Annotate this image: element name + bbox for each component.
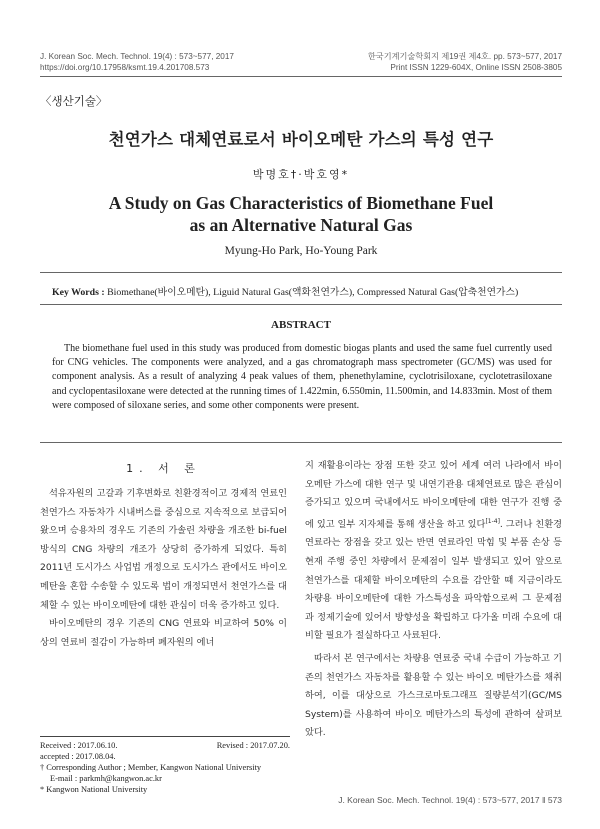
abstract-bottom-divider xyxy=(40,442,562,443)
keywords-bottom-divider xyxy=(40,304,562,305)
intro-paragraph-3-part2: . 그러나 친환경 연료라는 장점을 갖고 있는 반면 연료라인 막힘 및 부품 손상 등 현재 주행 중인 차량에서 문제점이 일부 발생되고 있어 앞으로 천연가스를 대체할 바이오메탄의 수요를 감안할 때 지금이라도 차량용 바이오메탄에 대한 가스특성을 파악함으로써 그 문제점과 정제기술에 있어서 방향성을 확립하고 다가올 미래 수요에 대비할 필요가 절실하다고 사료된다. xyxy=(305,518,562,642)
section-tag: 〈생산기술〉 xyxy=(40,94,108,108)
keywords-text: Biomethane(바이오메탄), Liguid Natural Gas(액화천연가스), Compressed Natural Gas(압축천연가스) xyxy=(107,287,519,298)
affiliation: * Kangwon National University xyxy=(40,785,148,794)
section-heading-introduction: 1. 서 론 xyxy=(126,462,201,475)
keywords-label: Key Words : xyxy=(52,287,105,298)
authors-english: Myung-Ho Park, Ho-Young Park xyxy=(224,245,378,257)
issn-line: Print ISSN 1229-604X, Online ISSN 2508-3805 xyxy=(390,63,562,72)
header-divider xyxy=(40,76,562,77)
column-right xyxy=(305,457,562,743)
accepted-date: accepted : 2017.08.04. xyxy=(40,752,116,761)
journal-citation: J. Korean Soc. Mech. Technol. 19(4) : 573~577, 2017 xyxy=(40,52,234,61)
keywords-top-divider xyxy=(40,272,562,273)
authors-korean: 박명호†·박호영* xyxy=(252,168,350,181)
received-date: Received : 2017.06.10. xyxy=(40,741,118,750)
abstract-body: The biomethane fuel used in this study was produced from domestic biogas plants and used the same fuel currently used for CNG vehicles. The components were analyzed, and a gas chromatograph mass spectrometer (GC/MS) was used for component analysis. As a result of analyzing 4 peak values of them, phenethylamine, cyclotrisiloxane, cyclotetrasiloxane and cyclopentasiloxane were detected at the running times of 1.422min, 6.550min, 11.500min, and 14.833min. Most of them were composed of siloxane series, and some other components were present. xyxy=(52,343,552,411)
intro-paragraph-1: 석유자원의 고갈과 기후변화로 친환경적이고 경제적 연료인 천연가스 자동차가 시내버스를 중심으로 지속적으로 보급되어 왔으며 승용차의 경우도 기존의 가솔린 차량을 개조한 bi-fuel 방식의 CNG 차량의 개조가 상당히 증가하게 되었다. 특히 2011년 도시가스 사업법 개정으로 도시가스 관에서도 바이오 메탄을 혼합 수송할 수 있도록 법이 개정되면서 천연가스를 대체할 수 있는 바이오메탄에 대한 관심이 더욱 증가하고 있다. xyxy=(40,488,287,611)
title-english-line1: A Study on Gas Characteristics of Biomethane Fuel xyxy=(108,193,494,213)
title-english-line2: as an Alternative Natural Gas xyxy=(189,215,413,235)
journal-citation-kr: 한국기계기술학회지 제19권 제4호. pp. 573~577, 2017 xyxy=(367,52,562,61)
footnotes xyxy=(40,740,290,795)
page-footer: J. Korean Soc. Mech. Technol. 19(4) : 573~577, 2017 ‖ 573 xyxy=(338,795,562,805)
corresponding-author: † Corresponding Author ; Member, Kangwon National University xyxy=(40,763,262,772)
intro-paragraph-3-part1: 지 재활용이라는 장점 또한 갖고 있어 세계 여러 나라에서 바이오메탄 가스에 대한 연구 및 내연기관용 대체연료로 많은 관심이 증가되고 있으며 국내에서도 바이오메탄에 대한 연구가 진행 중에 있고 일부 지자체를 통해 생산을 하고 있다 xyxy=(305,460,562,530)
page-title-korean: 천연가스 대체연료로서 바이오메탄 가스의 특성 연구 xyxy=(108,130,494,149)
footnote-divider xyxy=(40,736,290,737)
citation-ref[interactable]: [1-4] xyxy=(485,517,500,525)
doi-link[interactable]: https://doi.org/10.17958/ksmt.19.4.201708.573 xyxy=(40,63,210,72)
page-title-english xyxy=(40,192,562,236)
abstract-heading: ABSTRACT xyxy=(271,319,331,331)
keywords xyxy=(52,284,562,298)
intro-paragraph-3 xyxy=(305,457,562,646)
intro-paragraph-4: 따라서 본 연구에서는 차량용 연료중 국내 수급이 가능하고 기존의 천연가스 자동차를 활용할 수 있는 바이오 메탄가스를 채취하여, 이를 대상으로 가스크로마토그래프 질량분석기(GC/MS System)를 사용하여 바이오 메탄가스의 특성에 관하여 살펴보았다. xyxy=(305,653,562,739)
intro-paragraph-2: 바이오메탄의 경우 기존의 CNG 연료와 비교하여 50% 이상의 연료비 절감이 가능하며 폐자원의 에너 xyxy=(40,618,287,648)
revised-date: Revised : 2017.07.20. xyxy=(216,741,290,750)
column-left xyxy=(40,485,287,652)
author-email[interactable]: E-mail : parkmh@kangwon.ac.kr xyxy=(50,774,162,783)
